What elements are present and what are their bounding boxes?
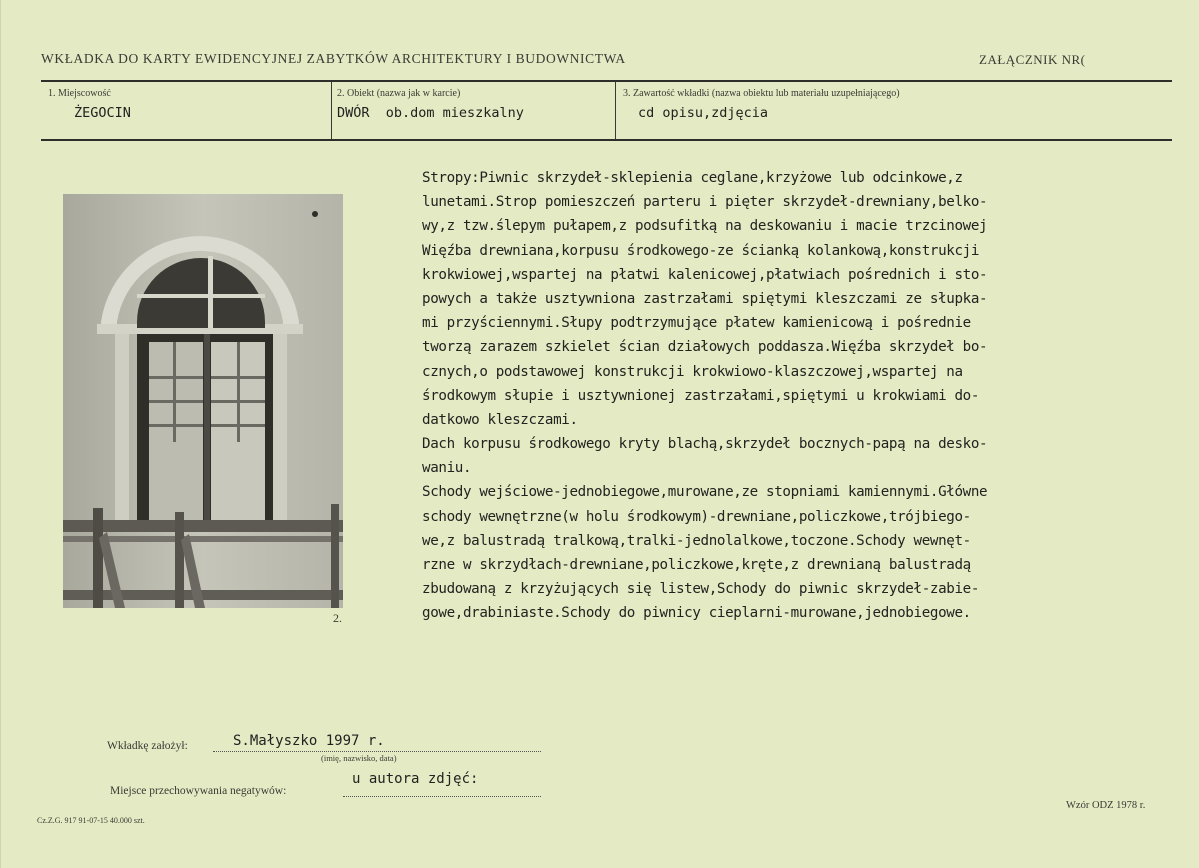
- negatives-dotted-line: [343, 796, 541, 797]
- text-line: lunetami.Strop pomieszczeń parteru i pięter skrzydeł-drewniany,belko-: [422, 194, 988, 211]
- header-rule-bottom: [41, 139, 1172, 141]
- negatives-label: Miejsce przechowywania negatywów:: [110, 785, 287, 797]
- field-divider-2: [615, 82, 616, 139]
- inserted-by-value: S.Małyszko 1997 r.: [233, 733, 385, 749]
- photo-number: 2.: [333, 611, 342, 625]
- text-line: powych a także usztywniona zastrzałami spiętymi kleszczami ze słupka-: [422, 290, 988, 307]
- text-line: Dach korpusu środkowego kryty blachą,skrzydeł bocznych-papą na desko-: [422, 436, 988, 453]
- form-title: WKŁADKA DO KARTY EWIDENCYJNEJ ZABYTKÓW ARCHITEKTURY I BUDOWNICTWA: [41, 51, 626, 66]
- content-label: 3. Zawartość wkładki (nazwa obiektu lub materiału uzupełniającego): [623, 88, 900, 99]
- text-line: waniu.: [422, 460, 472, 477]
- text-line: rzne w skrzydłach-drewniane,policzkowe,kręte,z drewnianą balustradą: [422, 557, 971, 573]
- field-divider-1: [331, 82, 332, 139]
- inserted-by-dotted-line: [213, 751, 541, 752]
- window-photo: [63, 194, 343, 608]
- text-line: cznych,o podstawowej konstrukcji krokwiowo-klaszczowej,wspartej na: [422, 363, 963, 380]
- description-text: [422, 166, 1122, 626]
- text-line: gowe,drabiniaste.Schody do piwnicy cieplarni-murowane,jednobiegowe.: [422, 605, 971, 622]
- text-line: krokwiowej,wspartej na płatwi kalenicowej,płatwiach pośrednich i sto-: [422, 266, 988, 283]
- text-line: mi przyściennymi.Słupy podtrzymujące płatew kamienicową i pośrednie: [422, 315, 971, 332]
- inserted-by-caption: (imię, nazwisko, data): [321, 753, 397, 763]
- text-line: tworzą zarazem szkielet ścian działowych poddasza.Więźba skrzydeł bo-: [422, 339, 988, 356]
- text-line: zbudowaną z krzyżujących się listew,Schody do piwnic skrzydeł-zabie-: [422, 581, 980, 598]
- text-line: wy,z tzw.ślepym pułapem,z podsufitką na deskowaniu i macie trzcinowej: [422, 218, 988, 235]
- text-line: schody wewnętrzne(w holu środkowym)-drewniane,policzkowe,trójbiego-: [422, 508, 971, 525]
- locality-value: ŻEGOCIN: [74, 105, 131, 121]
- text-line: środkowym słupie i usztywnionej zastrzałami,spiętymi u krokwiami do-: [422, 387, 980, 404]
- print-code: Cz.Z.G. 917 91-07-15 40.000 szt.: [37, 816, 145, 825]
- text-line: Schody wejściowe-jednobiegowe,murowane,ze stopniami kamiennymi.Główne: [422, 484, 988, 501]
- object-label: 2. Obiekt (nazwa jak w karcie): [337, 88, 461, 99]
- negatives-value: u autora zdjęć:: [352, 771, 479, 787]
- inserted-by-label: Wkładkę założył:: [107, 740, 188, 752]
- text-line: we,z balustradą tralkową,tralki-jednolalkowe,toczone.Schody wewnęt-: [422, 532, 971, 549]
- locality-label: 1. Miejscowość: [48, 88, 111, 99]
- annex-number: ZAŁĄCZNIK NR(: [979, 52, 1086, 67]
- text-line: Stropy:Piwnic skrzydeł-sklepienia ceglane,krzyżowe lub odcinkowe,z: [422, 170, 963, 186]
- header-rule-top: [41, 80, 1172, 82]
- object-value: DWÓR ob.dom mieszkalny: [337, 105, 524, 121]
- content-value: cd opisu,zdjęcia: [638, 105, 769, 121]
- text-line: datkowo kleszczami.: [422, 411, 578, 428]
- form-pattern: Wzór ODZ 1978 r.: [1066, 800, 1146, 811]
- text-line: Więźba drewniana,korpusu środkowego-ze ścianką kolankową,konstrukcji: [422, 242, 980, 259]
